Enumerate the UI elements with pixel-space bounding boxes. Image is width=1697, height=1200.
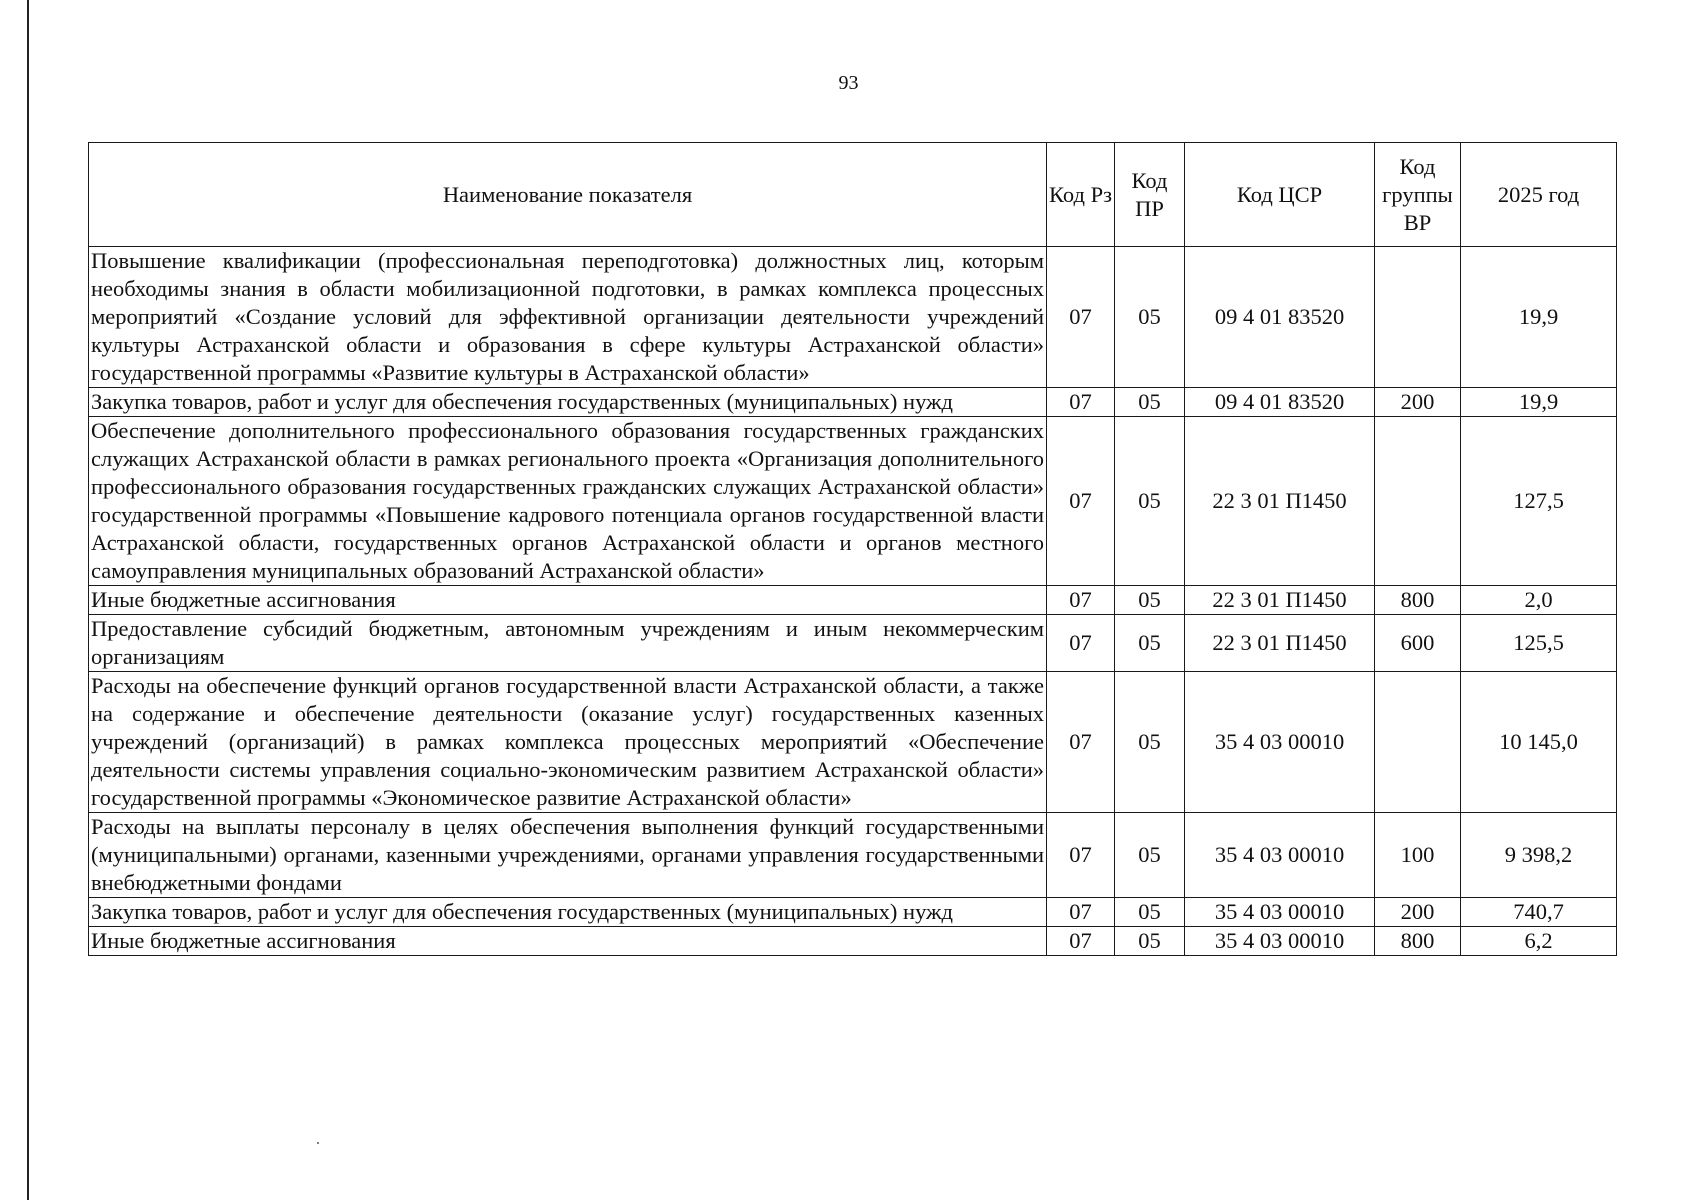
table-row [89,898,1617,927]
row-pr: 05 [1115,813,1185,898]
row-pr: 05 [1115,247,1185,388]
row-name: Повышение квалификации (профессиональная переподготовка) должностных лиц, которым необходимы знания в области мобилизационной подготовки, в рамках комплекса процессных мероприятий «Создание условий для эффективной организации деятельности учреждений культуры Астраханской области и образования в сфере культуры Астраханской области» государственной программы «Развитие культуры в Астраханской области» [89,247,1047,388]
row-csr: 35 4 03 00010 [1185,672,1375,813]
table-header-row [89,143,1617,247]
row-name: Расходы на обеспечение функций органов государственной власти Астраханской области, а также на содержание и обеспечение деятельности (оказание услуг) государственных казенных учреждений (организаций) в рамках комплекса процессных мероприятий «Обеспечение деятельности системы управления социально-экономическим развитием Астраханской области» государственной программы «Экономическое развитие Астраханской области» [89,672,1047,813]
header-vr: Код группы ВР [1375,143,1461,247]
row-value: 9 398,2 [1461,813,1617,898]
row-pr: 05 [1115,388,1185,417]
row-rz: 07 [1047,927,1115,956]
row-rz: 07 [1047,615,1115,672]
row-pr: 05 [1115,898,1185,927]
page-number: 93 [838,72,859,94]
table-row [89,586,1617,615]
table-row [89,813,1617,898]
scan-speck [317,1142,319,1144]
table-row [89,417,1617,586]
row-vr: 100 [1375,813,1461,898]
budget-table [88,142,1617,956]
row-vr: 800 [1375,927,1461,956]
row-value: 10 145,0 [1461,672,1617,813]
row-csr: 22 3 01 П1450 [1185,615,1375,672]
row-vr: 600 [1375,615,1461,672]
row-vr [1375,672,1461,813]
row-pr: 05 [1115,672,1185,813]
row-rz: 07 [1047,898,1115,927]
row-name: Расходы на выплаты персоналу в целях обеспечения выполнения функций государственными (муниципальными) органами, казенными учреждениями, органами управления государственными внебюджетными фондами [89,813,1047,898]
row-name: Иные бюджетные ассигнования [89,927,1047,956]
row-name: Иные бюджетные ассигнования [89,586,1047,615]
row-rz: 07 [1047,388,1115,417]
row-value: 2,0 [1461,586,1617,615]
row-vr: 200 [1375,388,1461,417]
row-pr: 05 [1115,586,1185,615]
table-row [89,927,1617,956]
table-row [89,388,1617,417]
row-name: Закупка товаров, работ и услуг для обеспечения государственных (муниципальных) нужд [89,388,1047,417]
row-rz: 07 [1047,672,1115,813]
header-pr: Код ПР [1115,143,1185,247]
row-pr: 05 [1115,927,1185,956]
row-name: Обеспечение дополнительного профессионального образования государственных гражданских служащих Астраханской области в рамках регионального проекта «Организация дополнительного профессионального образования государственных гражданских служащих Астраханской области» государственной программы «Повышение кадрового потенциала органов государственной власти Астраханской области, государственных органов Астраханской области и органов местного самоуправления муниципальных образований Астраханской области» [89,417,1047,586]
row-pr: 05 [1115,417,1185,586]
row-pr: 05 [1115,615,1185,672]
row-value: 6,2 [1461,927,1617,956]
row-vr [1375,417,1461,586]
header-csr: Код ЦСР [1185,143,1375,247]
row-vr: 200 [1375,898,1461,927]
table-row [89,615,1617,672]
row-csr: 22 3 01 П1450 [1185,417,1375,586]
table-row [89,247,1617,388]
row-csr: 09 4 01 83520 [1185,247,1375,388]
row-csr: 22 3 01 П1450 [1185,586,1375,615]
table-row [89,672,1617,813]
row-value: 127,5 [1461,417,1617,586]
row-value: 125,5 [1461,615,1617,672]
row-value: 19,9 [1461,247,1617,388]
header-year: 2025 год [1461,143,1617,247]
header-rz: Код Рз [1047,143,1115,247]
row-vr: 800 [1375,586,1461,615]
row-vr [1375,247,1461,388]
row-rz: 07 [1047,586,1115,615]
row-name: Закупка товаров, работ и услуг для обеспечения государственных (муниципальных) нужд [89,898,1047,927]
binding-edge-line [27,0,29,1200]
row-csr: 35 4 03 00010 [1185,927,1375,956]
row-rz: 07 [1047,247,1115,388]
row-value: 19,9 [1461,388,1617,417]
row-csr: 35 4 03 00010 [1185,898,1375,927]
row-rz: 07 [1047,417,1115,586]
row-rz: 07 [1047,813,1115,898]
header-name: Наименование показателя [89,143,1047,247]
row-csr: 35 4 03 00010 [1185,813,1375,898]
row-value: 740,7 [1461,898,1617,927]
row-csr: 09 4 01 83520 [1185,388,1375,417]
row-name: Предоставление субсидий бюджетным, автономным учреждениям и иным некоммерческим организациям [89,615,1047,672]
